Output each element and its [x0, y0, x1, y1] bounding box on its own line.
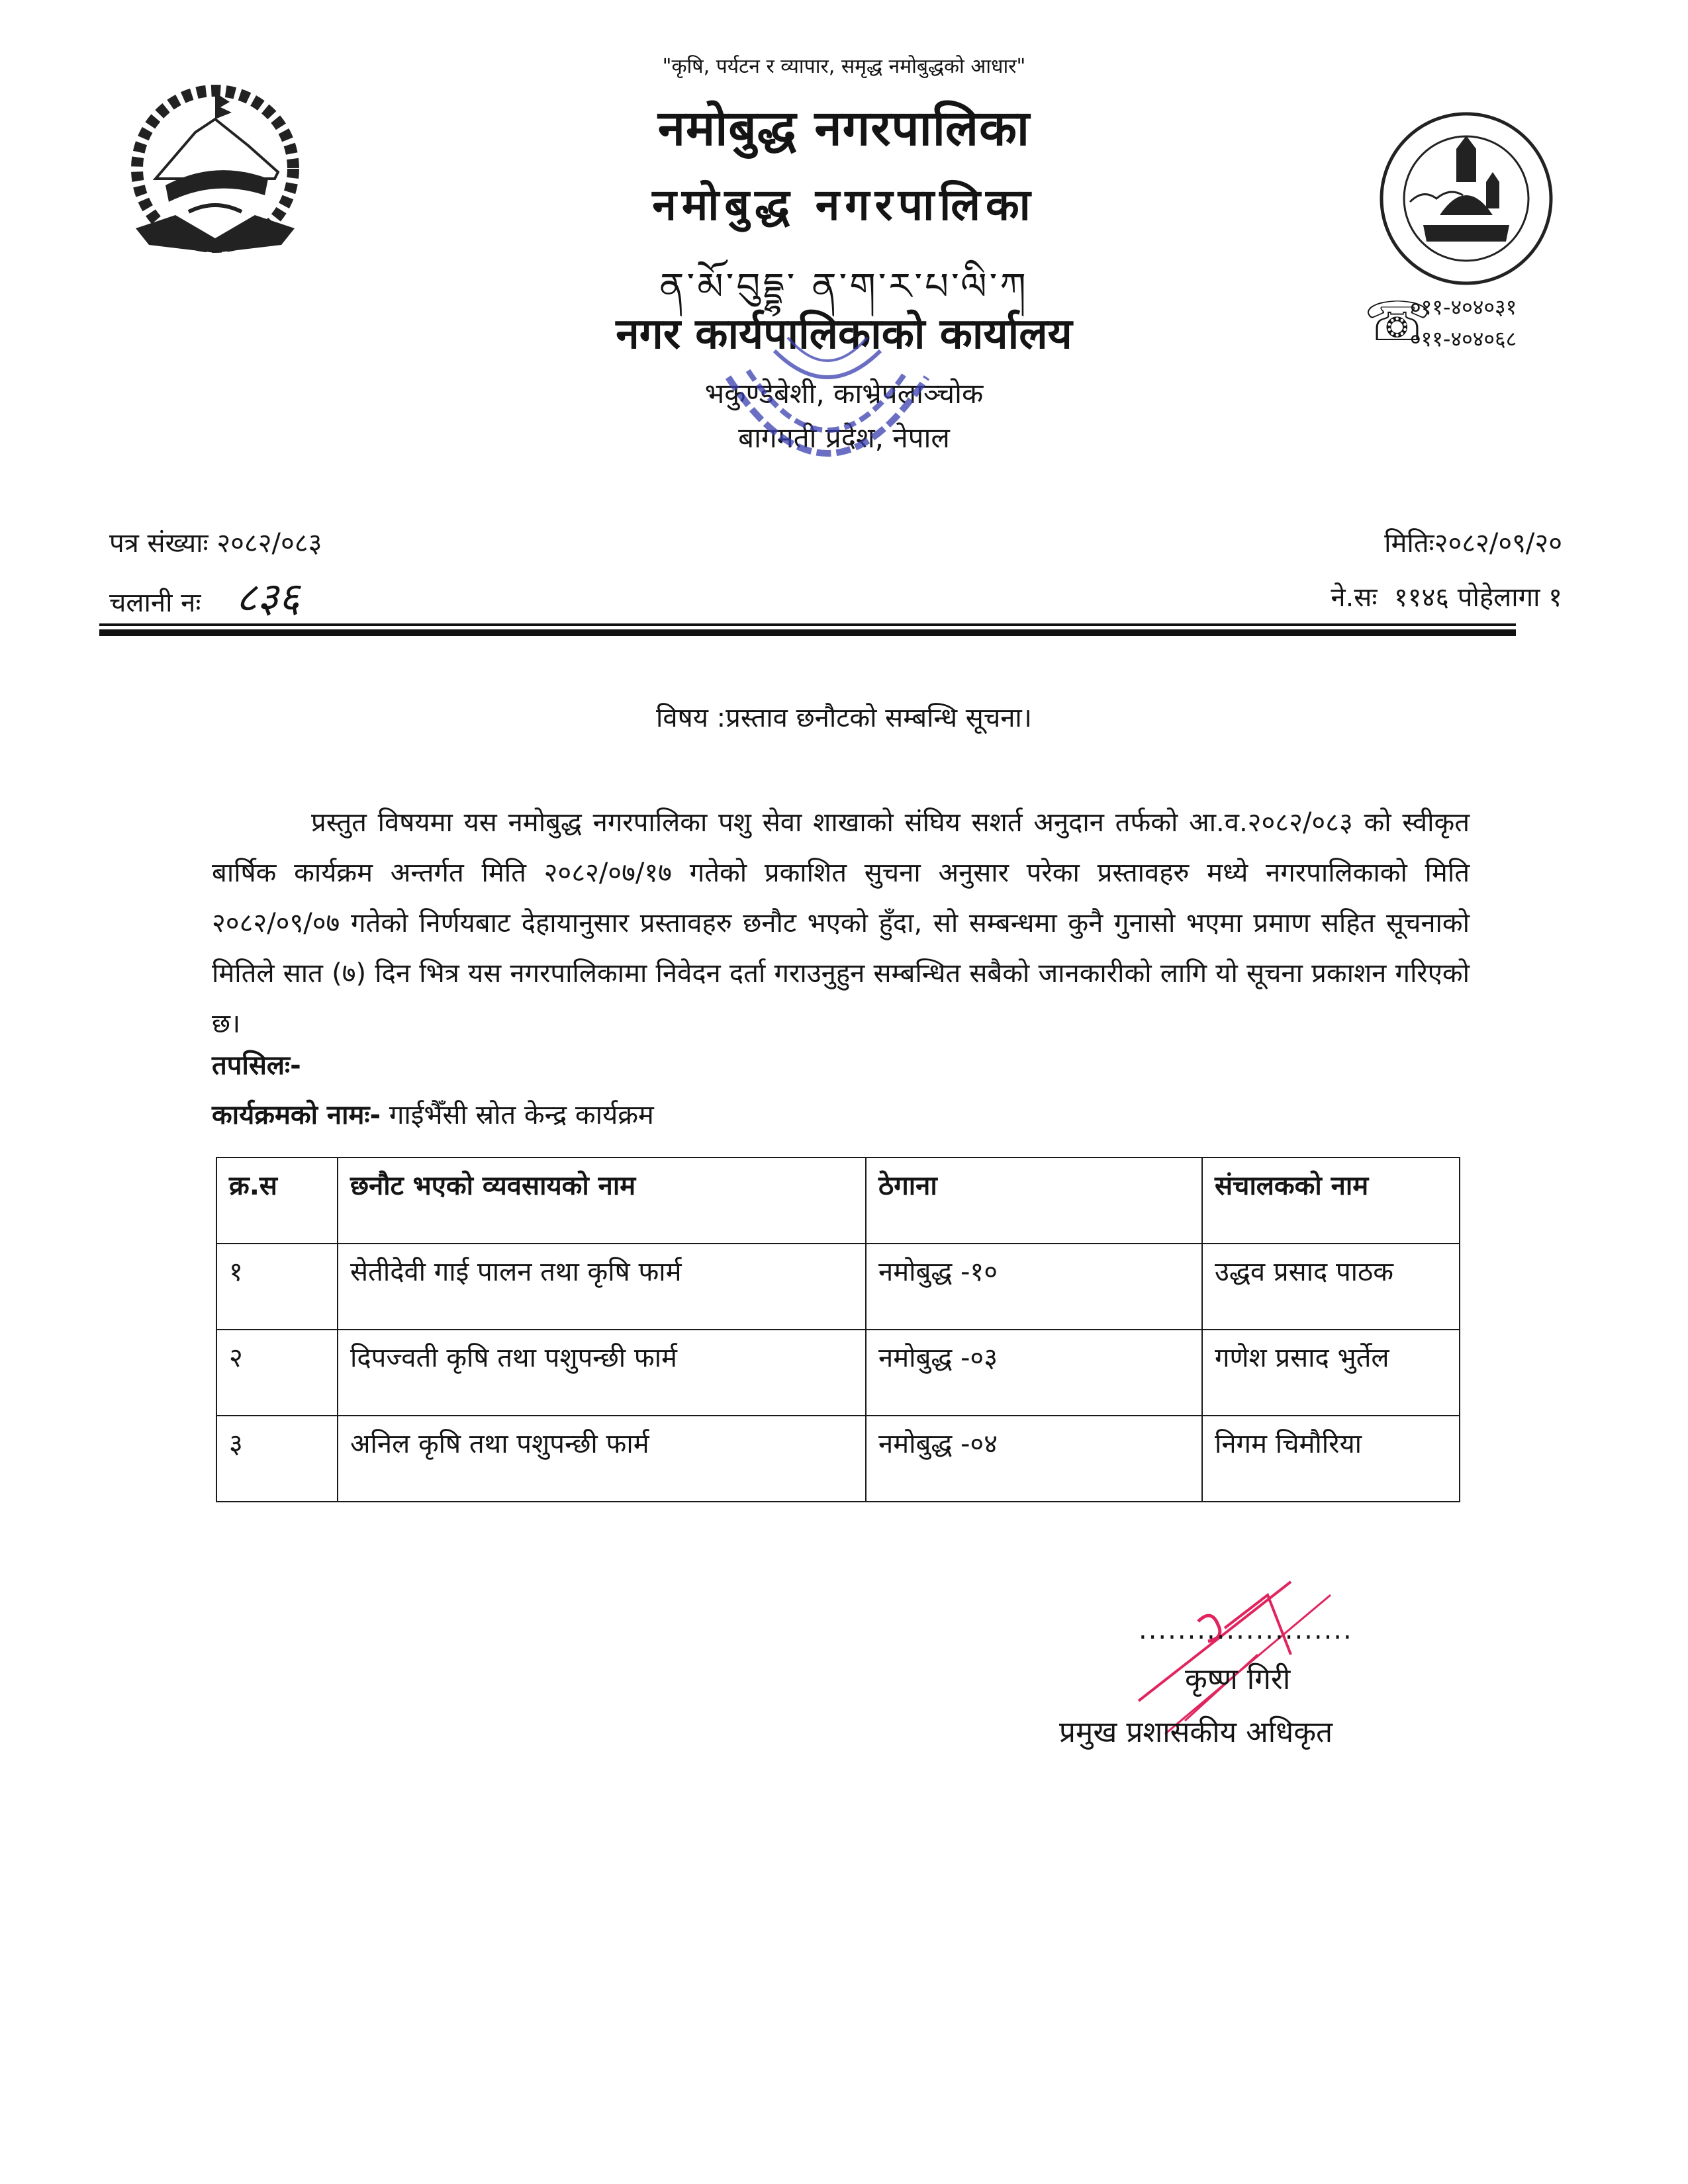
nepal-sambat-label: ने.सः: [1331, 582, 1378, 613]
cell-serial: ३: [216, 1416, 338, 1502]
cell-business-name: दिपज्वती कृषि तथा पशुपन्छी फार्म: [338, 1330, 866, 1416]
signatory-name: कृष्ण गिरी: [1185, 1662, 1291, 1696]
header-serial: क्र.स: [216, 1158, 338, 1244]
date-value: २०८२/०९/२०: [1434, 528, 1562, 559]
subject-line: विषय :प्रस्ताव छनौटको सम्बन्धि सूचना।: [656, 703, 1032, 733]
cell-serial: २: [216, 1330, 338, 1416]
date-label: मितिः: [1384, 528, 1434, 559]
program-value: गाईभैँसी स्रोत केन्द्र कार्यक्रम: [389, 1100, 654, 1130]
dispatch-number-value: ८३६: [236, 573, 300, 621]
municipality-name-newari: नमोबुद्ध नगरपालिका: [652, 179, 1036, 230]
letter-meta-right: [1331, 516, 1562, 625]
notice-body: [212, 797, 1470, 1049]
program-name: [212, 1095, 654, 1132]
cell-address: नमोबुद्ध -०४: [866, 1416, 1202, 1502]
cell-business-name: अनिल कृषि तथा पशुपन्छी फार्म: [338, 1416, 866, 1502]
address-line-1: भकुण्डेबेशी, काभ्रेपलाञ्चोक: [704, 377, 984, 410]
address-line-2: बागमती प्रदेश, नेपाल: [738, 422, 950, 454]
slogan: "कृषि, पर्यटन र व्यापार, समृद्ध नमोबुद्धको आधार": [662, 55, 1026, 78]
phone-number-1: ०११-४०४०३१: [1410, 295, 1517, 320]
table-row: [216, 1416, 1460, 1502]
municipality-name-tibetan: ན་མོ་བུདྡྷ་ ན་ག་ར་པ་ལི་ཀ: [659, 265, 1029, 308]
telephone-icon: ☏: [1364, 291, 1432, 353]
letter-number-value: २०८२/०८३: [216, 528, 322, 559]
notice-paragraph: प्रस्तुत विषयमा यस नमोबुद्ध नगरपालिका पशु सेवा शाखाको संघिय सशर्त अनुदान तर्फको आ.व.२०८२/०८३ को स्वीकृत बार्षिक कार्यक्रम अन्तर्गत मिति २०८२/०७/१७ गतेको प्रकाशित सुचना अनुसार परेका प्रस्तावहरु मध्ये नगरपालिकाको मिति २०८२/०९/०७ गतेको निर्णयबाट देहायानुसार प्रस्तावहरु छनौट भएको हुँदा, सो सम्बन्धमा कुनै गुनासो भएमा प्रमाण सहित सूचनाको मितिले सात (७) दिन भित्र यस नगरपालिकामा निवेदन दर्ता गराउनुहुन सम्बन्धित सबैको जानकारीको लागि यो सूचना प्रकाशन गरिएको छ।: [212, 807, 1470, 1039]
header-divider-thick: [99, 629, 1516, 636]
table-header-row: [216, 1158, 1460, 1244]
letter-number-label: पत्र संख्याः: [109, 528, 209, 559]
contact-phones: [1364, 291, 1562, 364]
header-business-name: छनौट भएको व्यवसायको नाम: [338, 1158, 866, 1244]
nepal-sambat-row: [1331, 570, 1562, 625]
dispatch-number-row: [109, 570, 322, 630]
letter-number-row: [109, 516, 322, 570]
table-row: [216, 1244, 1460, 1330]
cell-serial: १: [216, 1244, 338, 1330]
program-label: कार्यक्रमको नामः-: [212, 1100, 381, 1130]
cell-operator-name: निगम चिमौरिया: [1202, 1416, 1460, 1502]
municipality-name-nepali: नमोबुद्ध नगरपालिका: [657, 100, 1031, 157]
cell-operator-name: गणेश प्रसाद भुर्तेल: [1202, 1330, 1460, 1416]
table-row: [216, 1330, 1460, 1416]
signature-line: ......................: [1139, 1615, 1353, 1645]
header-divider-thin: [99, 623, 1516, 626]
details-heading: तपसिलः-: [212, 1050, 301, 1081]
cell-address: नमोबुद्ध -१०: [866, 1244, 1202, 1330]
cell-operator-name: उद्धव प्रसाद पाठक: [1202, 1244, 1460, 1330]
date-row: [1331, 516, 1562, 570]
letter-meta-left: [109, 516, 322, 630]
nepal-sambat-value: ११४६ पोहेलागा १: [1393, 582, 1562, 613]
stamp-icon: [702, 311, 953, 496]
selected-proposals-table: [216, 1157, 1460, 1502]
signatory-designation: प्रमुख प्रशासकीय अधिकृत: [1059, 1715, 1333, 1749]
phone-number-2: ०११-४०४०६८: [1410, 326, 1517, 351]
office-stamp: [702, 311, 953, 496]
header-address: ठेगाना: [866, 1158, 1202, 1244]
cell-business-name: सेतीदेवी गाई पालन तथा कृषि फार्म: [338, 1244, 866, 1330]
office-name: नगर कार्यपालिकाको कार्यालय: [616, 310, 1072, 359]
cell-address: नमोबुद्ध -०३: [866, 1330, 1202, 1416]
header-operator-name: संचालकको नाम: [1202, 1158, 1460, 1244]
dispatch-number-label: चलानी नः: [109, 588, 201, 618]
